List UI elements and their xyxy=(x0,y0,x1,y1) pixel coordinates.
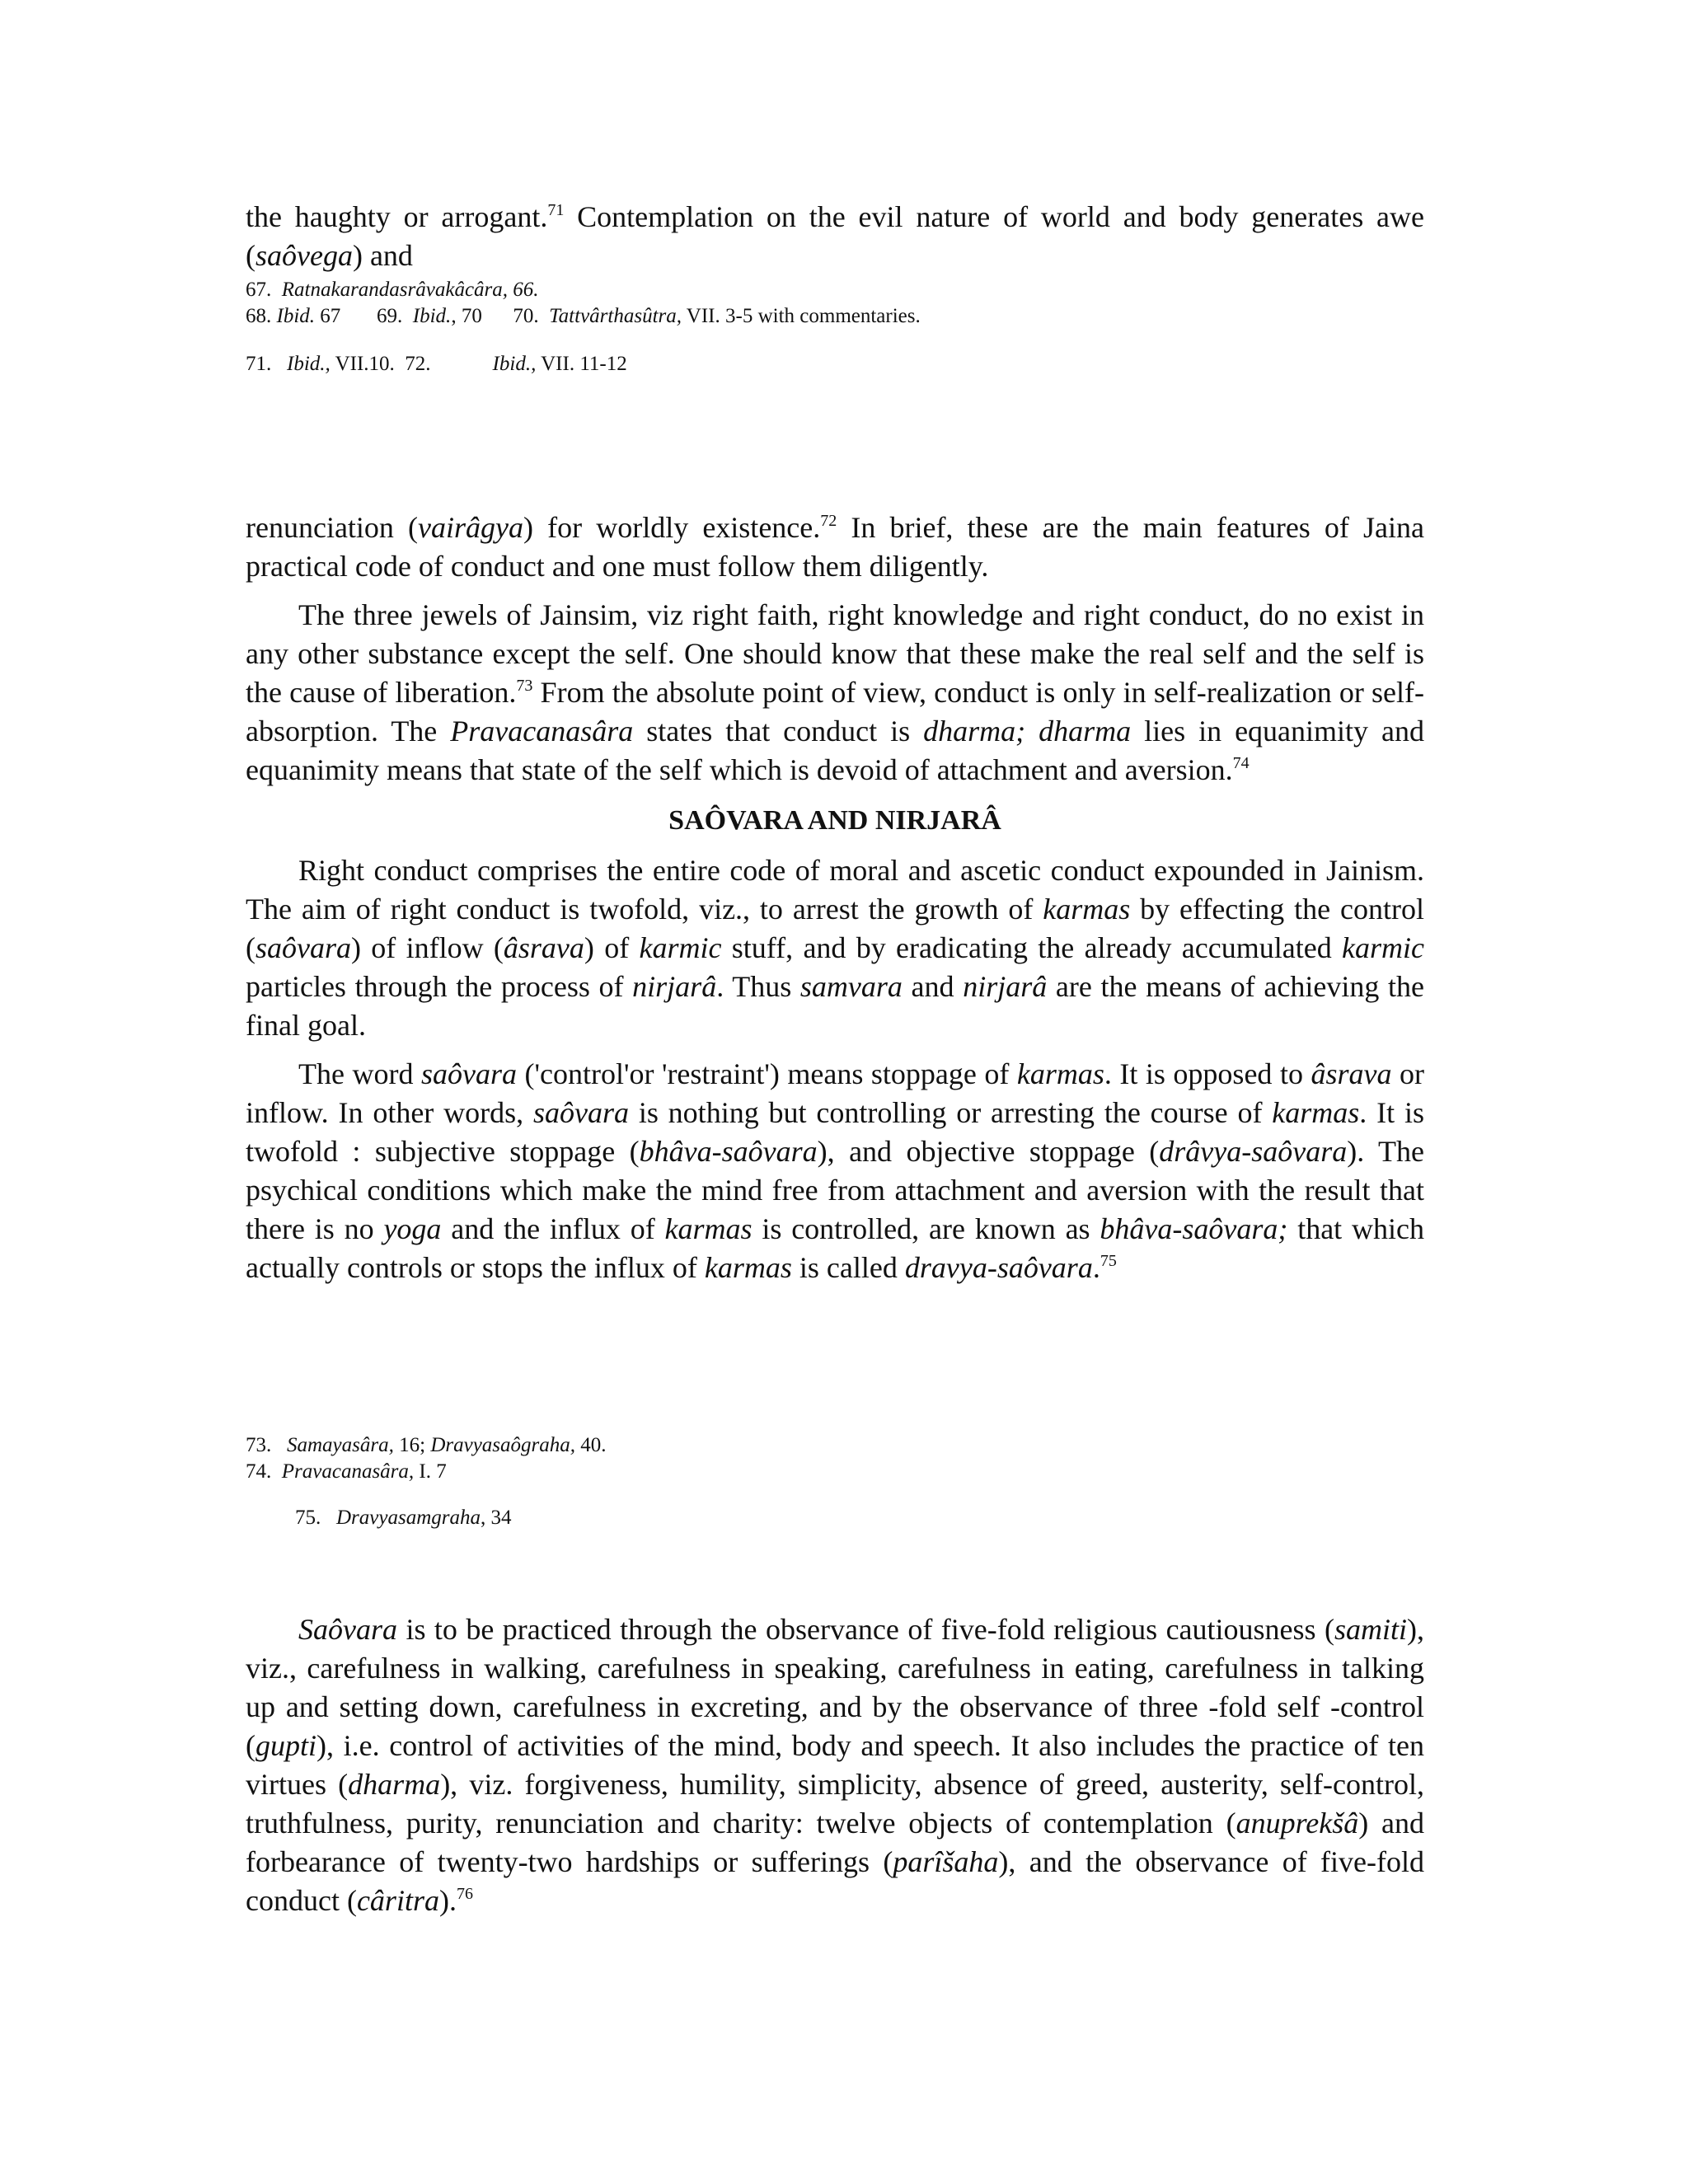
italic-term: gupti xyxy=(256,1729,317,1762)
italic-term: dravya-saôvara xyxy=(904,1251,1093,1284)
italic-term: câritra xyxy=(356,1884,439,1917)
footnotes-67-72 xyxy=(246,277,1424,377)
text: particles through the process of xyxy=(246,970,633,1003)
footnote-number: 75. xyxy=(295,1507,336,1529)
text: is called xyxy=(791,1251,905,1284)
footnote-text: VII. 11-12 xyxy=(536,353,627,375)
footnote-italic: Ibid., xyxy=(492,353,537,375)
text: . It is twofold : subjective stoppage ( xyxy=(246,1096,1424,1168)
paragraph xyxy=(246,596,1424,790)
italic-term: âsrava xyxy=(503,931,584,964)
italic-term: nirjarâ xyxy=(632,970,717,1003)
italic-term: Pravacanasâra xyxy=(450,715,634,748)
text: From the absolute point of view, conduct is only in self-realization or self-absorption. The xyxy=(246,676,1425,748)
footnote-text: , 34 xyxy=(481,1507,512,1529)
text: The three jewels of Jainsim, viz right faith, right knowledge and right conduct, do no exist in any other substance except the self. One should know that these make the real self and the self is the cause of liberation. xyxy=(246,598,1424,709)
footnote-number: 74. xyxy=(246,1460,282,1483)
footnote-ref: 73 xyxy=(516,677,533,695)
text: lies in equanimity and equanimity means that state of the self which is devoid of attachment and aversion. xyxy=(246,715,1424,786)
footnote-italic: Dravyasamgraha xyxy=(336,1507,481,1529)
paragraph-bottom xyxy=(246,1610,1424,1920)
italic-term: samvara xyxy=(799,970,903,1003)
text: and xyxy=(902,970,964,1003)
paragraph xyxy=(246,1610,1424,1920)
italic-term: samiti xyxy=(1334,1613,1407,1646)
footnote-text: I. 7 xyxy=(414,1460,447,1483)
footnote-italic: Pravacanasâra, xyxy=(281,1460,415,1483)
text: is controlled, are known as xyxy=(752,1212,1100,1245)
italic-term: yoga xyxy=(383,1212,442,1245)
italic-term: parîšaha xyxy=(893,1845,999,1878)
text: ) and xyxy=(352,239,413,272)
section-heading: SAÔVARA AND NIRJARÂ xyxy=(668,805,1001,836)
text: ), and the observance of five-fold conduct ( xyxy=(246,1845,1425,1917)
footnote-74 xyxy=(246,1459,1424,1485)
text: In brief, these are the main features of Jaina practical code of conduct and one must follow them diligently. xyxy=(246,511,1425,583)
text: . It is opposed to xyxy=(1104,1057,1311,1090)
text: that which actually controls or stops the influx of xyxy=(246,1212,1424,1284)
text: renunciation ( xyxy=(246,511,419,544)
footnote-italic: Dravyasaôgraha, xyxy=(430,1434,575,1456)
footnote-71-72 xyxy=(246,351,1424,377)
italic-term: bhâva-saôvara; xyxy=(1100,1212,1288,1245)
italic-term: anuprekšâ xyxy=(1236,1807,1359,1840)
text: The word xyxy=(298,1057,421,1090)
paragraph xyxy=(246,851,1424,1045)
footnote-number: 71. xyxy=(246,353,287,375)
paragraph xyxy=(246,1055,1424,1287)
text: stuff, and by eradicating the already accumulated xyxy=(721,931,1343,964)
text: is nothing but controlling or arresting the course of xyxy=(628,1096,1273,1129)
text: ) and forbearance of twenty-two hardships or sufferings ( xyxy=(246,1807,1424,1878)
text: . Thus xyxy=(716,970,800,1003)
italic-term: karmas xyxy=(704,1251,792,1284)
footnote-67 xyxy=(246,277,1424,303)
text: . xyxy=(1092,1251,1100,1284)
main-text-block xyxy=(246,509,1424,1287)
footnote-ref: 74 xyxy=(1232,754,1250,772)
text: ). xyxy=(438,1884,457,1917)
italic-term: karmic xyxy=(1342,931,1424,964)
text: ). The psychical conditions which make the mind free from attachment and aversion with the result that there is no xyxy=(246,1135,1424,1245)
footnote-number: 68. xyxy=(246,305,277,327)
footnote-ref: 76 xyxy=(456,1885,473,1903)
footnote-ref: 71 xyxy=(547,201,565,219)
text: ), viz., carefulness in walking, carefulness in speaking, carefulness in eating, carefulness in talking up and setting down, carefulness in excreting, and by the observance of three -fold self -control ( xyxy=(246,1613,1424,1762)
text: states that conduct is xyxy=(633,715,924,748)
italic-term: vairâgya xyxy=(418,511,524,544)
footnote-text: Ratnakarandasrâvakâcâra, 66. xyxy=(281,279,539,301)
footnote-68-70 xyxy=(246,303,1424,330)
italic-term: dharma; dharma xyxy=(923,715,1132,748)
footnote-ref: 75 xyxy=(1100,1252,1117,1270)
italic-term: Saôvara xyxy=(298,1613,397,1646)
italic-term: dharma xyxy=(348,1768,441,1801)
footnote-number: 73. xyxy=(246,1434,287,1456)
paragraph xyxy=(246,509,1424,586)
italic-term: saôvara xyxy=(256,931,351,964)
footnotes-73-75 xyxy=(246,1432,1424,1531)
italic-term: karmas xyxy=(1043,893,1131,926)
text: ('control'or 'restraint') means stoppage of xyxy=(517,1057,1017,1090)
italic-term: saôvara xyxy=(421,1057,517,1090)
footnote-text: VII. 3-5 with commentaries. xyxy=(682,305,921,327)
italic-term: karmic xyxy=(639,931,722,964)
italic-term: saôvega xyxy=(256,239,353,272)
footnote-text: 16; xyxy=(393,1434,431,1456)
text: Contemplation on the evil nature of world and body generates awe ( xyxy=(246,200,1424,272)
footnote-italic: Tattvârthasûtra, xyxy=(549,305,682,327)
text: ) for worldly existence. xyxy=(523,511,821,544)
paragraph-top xyxy=(246,198,1424,275)
footnote-text: , 70 70. xyxy=(451,305,550,327)
text: the haughty or arrogant. xyxy=(246,200,548,233)
italic-term: nirjarâ xyxy=(963,970,1048,1003)
footnote-italic: Ibid., xyxy=(287,353,331,375)
italic-term: saôvara xyxy=(532,1096,629,1129)
text: ), and objective stoppage ( xyxy=(817,1135,1160,1168)
footnote-number: 67. xyxy=(246,279,282,301)
footnote-73 xyxy=(246,1432,1424,1459)
text: ) of xyxy=(584,931,640,964)
footnote-ref: 72 xyxy=(820,512,837,530)
text: Right conduct comprises the entire code of moral and ascetic conduct expounded in Jainism. The aim of right conduct is twofold, viz., to arrest the growth of xyxy=(246,854,1424,926)
footnote-75 xyxy=(246,1505,1424,1531)
text: ), i.e. control of activities of the mind, body and speech. It also includes the practice of ten virtues ( xyxy=(246,1729,1424,1801)
italic-term: âsrava xyxy=(1311,1057,1392,1090)
italic-term: drâvya-saôvara xyxy=(1159,1135,1348,1168)
text: ) of inflow ( xyxy=(351,931,504,964)
footnote-text: VII.10. 72. xyxy=(330,353,493,375)
footnote-text: 67 69. xyxy=(315,305,413,327)
italic-term: karmas xyxy=(1016,1057,1104,1090)
footnote-italic: Ibid. xyxy=(412,305,452,327)
text: are the means of achieving the final goal. xyxy=(246,970,1424,1042)
text: or inflow. In other words, xyxy=(246,1057,1424,1129)
text: ), viz. forgiveness, humility, simplicity, absence of greed, austerity, self-control, truthfulness, purity, renunciation and charity: twelve objects of contemplation ( xyxy=(246,1768,1424,1840)
italic-term: karmas xyxy=(664,1212,753,1245)
italic-term: karmas xyxy=(1272,1096,1360,1129)
text: is to be practiced through the observance of five-fold religious cautiousness ( xyxy=(397,1613,1334,1646)
italic-term: bhâva-saôvara xyxy=(639,1135,818,1168)
footnote-italic: Samayasâra, xyxy=(287,1434,394,1456)
paragraph xyxy=(246,198,1424,275)
footnote-italic: Ibid. xyxy=(276,305,316,327)
footnote-text: 40. xyxy=(575,1434,607,1456)
text: by effecting the control ( xyxy=(246,893,1424,964)
text: and the influx of xyxy=(441,1212,665,1245)
